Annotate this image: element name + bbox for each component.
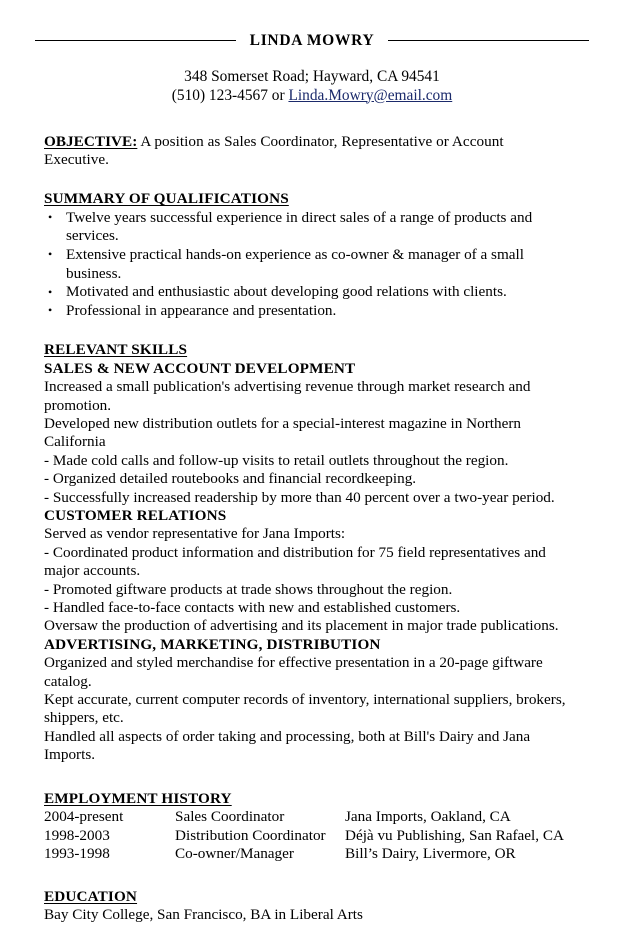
employment-dates: 1998-2003: [44, 826, 110, 844]
spacer-before-objective: [0, 105, 624, 133]
contact-block: [0, 67, 624, 105]
objective-text: A position as Sales Coordinator, Representative or Account Executive.: [44, 132, 504, 168]
employment-heading: EMPLOYMENT HISTORY: [44, 789, 232, 807]
employment-role: Distribution Coordinator: [175, 826, 326, 844]
header-rule-left: [35, 40, 236, 41]
objective-section: [44, 133, 570, 170]
skills-group-customer-relations: [44, 507, 570, 636]
skills-line: Oversaw the production of advertising and its placement in major trade publications.: [44, 617, 559, 635]
spacer-before-employment: [44, 765, 570, 790]
skills-line: - Organized detailed routebooks and financial recordkeeping.: [44, 470, 417, 488]
resume-header: [0, 0, 624, 105]
employment-role: Co-owner/Manager: [175, 845, 294, 863]
skills-line: - Successfully increased readership by more than 40 percent over a two-year period.: [44, 488, 555, 506]
education-text: Bay City College, San Francisco, BA in Liberal Arts: [44, 906, 363, 924]
list-item: • Extensive practical hands-on experience as co-owner & manager of a small business.: [44, 246, 570, 283]
skills-subheading: SALES & NEW ACCOUNT DEVELOPMENT: [44, 359, 356, 377]
table-row: [44, 808, 570, 827]
relevant-skills-section: [44, 341, 570, 764]
objective-label: OBJECTIVE:: [44, 132, 138, 150]
education-section: [44, 888, 570, 925]
list-item: • Twelve years successful experience in direct sales of a range of products and services.: [44, 209, 570, 246]
employment-table: [44, 808, 570, 864]
employment-role: Sales Coordinator: [175, 808, 285, 826]
header-rule-right: [388, 40, 589, 41]
email-link[interactable]: Linda.Mowry@email.com: [288, 86, 453, 104]
skills-line: Handled all aspects of order taking and processing, both at Bill's Dairy and Jana Imports.: [44, 727, 531, 764]
employment-organization: Déjà vu Publishing, San Rafael, CA: [345, 826, 564, 844]
candidate-name: LINDA MOWRY: [249, 32, 375, 49]
skills-line: - Made cold calls and follow-up visits to retail outlets throughout the region.: [44, 451, 509, 469]
summary-bullet-list: [44, 209, 570, 321]
skills-group-sales: [44, 360, 570, 507]
skills-line: Increased a small publication's advertising revenue through market research and promotion.: [44, 378, 531, 414]
list-item: • Professional in appearance and presentation.: [44, 302, 570, 321]
summary-section: [44, 190, 570, 320]
name-with-rules: [35, 33, 589, 49]
resume-content: [44, 133, 570, 925]
spacer-before-summary: [44, 169, 570, 190]
skills-line: - Handled face-to-face contacts with new and established customers.: [44, 598, 461, 616]
skills-line: Developed new distribution outlets for a special-interest magazine in Northern California: [44, 414, 521, 451]
employment-dates: 1993-1998: [44, 845, 110, 863]
skills-line: - Coordinated product information and distribution for 75 field representatives and major accounts.: [44, 543, 546, 580]
employment-organization: Bill’s Dairy, Livermore, OR: [345, 845, 516, 863]
spacer-before-education: [44, 864, 570, 888]
education-heading: EDUCATION: [44, 887, 138, 905]
contact-phone: (510) 123-4567 or: [171, 86, 289, 104]
skills-subheading: ADVERTISING, MARKETING, DISTRIBUTION: [44, 635, 381, 653]
contact-address: 348 Somerset Road; Hayward, CA 94541: [184, 67, 440, 85]
employment-organization: Jana Imports, Oakland, CA: [345, 808, 511, 826]
skills-subheading: CUSTOMER RELATIONS: [44, 506, 227, 524]
contact-phone-email: [0, 86, 624, 105]
relevant-skills-heading: RELEVANT SKILLS: [44, 341, 188, 359]
skills-group-advertising: [44, 636, 570, 765]
list-item: • Motivated and enthusiastic about developing good relations with clients.: [44, 283, 570, 302]
employment-dates: 2004-present: [44, 808, 124, 826]
skills-line: Served as vendor representative for Jana Imports:: [44, 525, 346, 543]
skills-line: Kept accurate, current computer records of inventory, international suppliers, brokers, shippers, etc.: [44, 691, 566, 727]
table-row: [44, 845, 570, 864]
spacer-before-skills: [44, 320, 570, 341]
skills-line: - Promoted giftware products at trade shows throughout the region.: [44, 580, 453, 598]
employment-section: [44, 790, 570, 864]
summary-heading: SUMMARY OF QUALIFICATIONS: [44, 190, 289, 208]
skills-line: Organized and styled merchandise for effective presentation in a 20-page giftware catalog.: [44, 654, 543, 690]
table-row: [44, 827, 570, 846]
